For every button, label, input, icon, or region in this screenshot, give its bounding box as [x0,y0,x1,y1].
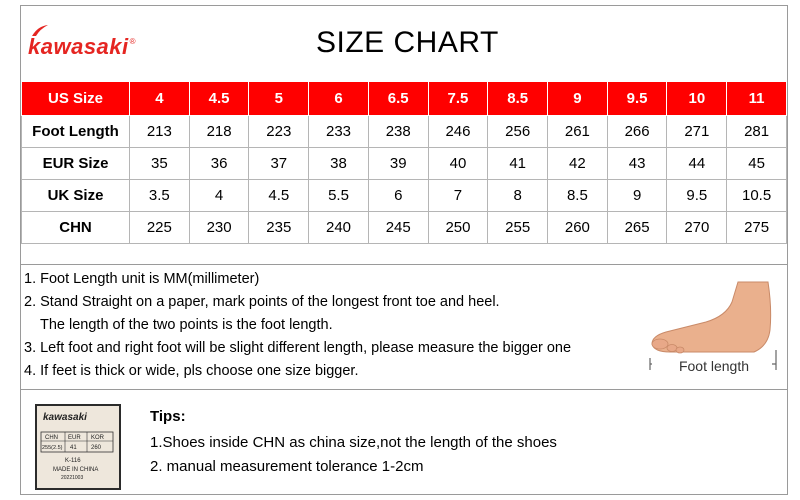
note-item: 3. Left foot and right foot will be slight different length, please measure the bigger one [24,340,572,356]
brand-name: kawasaki [28,34,129,59]
table-cell: 35 [130,148,190,180]
tip-line: 2. manual measurement tolerance 1-2cm [150,458,424,475]
table-cell: 42 [548,148,608,180]
label-value: 260 [91,445,102,451]
note-item [24,291,571,337]
table-cell: 238 [368,116,428,148]
label-value: 41 [70,445,77,451]
table-cell: 246 [428,116,488,148]
table-cell: 9 [548,82,608,116]
shoe-label-photo [35,404,121,490]
table-cell: 270 [667,212,727,244]
table-row [22,148,787,180]
table-cell: 230 [189,212,249,244]
table-cell: 8 [488,180,548,212]
table-cell: 265 [607,212,667,244]
row-label: Foot Length [22,116,130,148]
tips-title: Tips: [150,408,186,425]
table-cell: 4.5 [189,82,249,116]
label-header: EUR [68,435,81,441]
table-cell: 39 [368,148,428,180]
table-cell: 37 [249,148,309,180]
row-label: EUR Size [22,148,130,180]
table-cell: 4 [130,82,190,116]
shoe-label-image-icon [37,406,119,488]
table-cell: 6 [309,82,369,116]
table-cell: 213 [130,116,190,148]
table-cell: 4 [189,180,249,212]
brand-logo [28,30,136,64]
table-cell: 6.5 [368,82,428,116]
brand-registered-mark: ® [129,36,136,46]
table-cell: 4.5 [249,180,309,212]
table-cell: 235 [249,212,309,244]
label-header: CHN [45,435,58,441]
table-cell: 38 [309,148,369,180]
table-cell: 7.5 [428,82,488,116]
label-value: 255(2.5) [42,445,63,451]
table-cell: 3.5 [130,180,190,212]
row-label: CHN [22,212,130,244]
note-item: 4. If feet is thick or wide, pls choose one size bigger. [24,363,359,379]
row-label: US Size [22,82,130,116]
row-label: UK Size [22,180,130,212]
note-item-continuation: The length of the two points is the foot length. [40,317,333,333]
table-cell: 8.5 [548,180,608,212]
table-cell: 250 [428,212,488,244]
table-cell: 36 [189,148,249,180]
table-cell: 8.5 [488,82,548,116]
table-row [22,116,787,148]
label-brand: kawasaki [43,412,87,423]
label-header: KOR [91,435,105,441]
table-cell: 271 [667,116,727,148]
table-cell: 281 [727,116,787,148]
table-cell: 223 [249,116,309,148]
table-cell: 9.5 [607,82,667,116]
brand-swoosh-icon [30,24,50,38]
note-item-text: 2. Stand Straight on a paper, mark points of the longest front toe and heel. [24,294,500,310]
table-cell: 266 [607,116,667,148]
table-cell: 256 [488,116,548,148]
table-cell: 40 [428,148,488,180]
table-row [22,180,787,212]
tip-line: 1.Shoes inside CHN as china size,not the length of the shoes [150,434,557,451]
table-cell: 10.5 [727,180,787,212]
table-cell: 5 [249,82,309,116]
table-cell: 261 [548,116,608,148]
label-model: K-116 [65,458,81,464]
size-table [21,81,787,244]
table-row [22,212,787,244]
table-cell: 240 [309,212,369,244]
label-code: 20221003 [61,475,84,481]
table-cell: 245 [368,212,428,244]
page-title: SIZE CHART [316,26,499,59]
table-cell: 10 [667,82,727,116]
table-cell: 43 [607,148,667,180]
table-cell: 225 [130,212,190,244]
table-cell: 5.5 [309,180,369,212]
table-cell: 275 [727,212,787,244]
table-cell: 233 [309,116,369,148]
table-header-row [22,82,787,116]
table-cell: 7 [428,180,488,212]
note-item: 1. Foot Length unit is MM(millimeter) [24,271,260,287]
foot-length-caption: Foot length [678,358,750,374]
label-origin: MADE IN CHINA [53,467,99,473]
table-cell: 9.5 [667,180,727,212]
table-cell: 9 [607,180,667,212]
table-cell: 45 [727,148,787,180]
table-cell: 6 [368,180,428,212]
table-cell: 255 [488,212,548,244]
table-cell: 260 [548,212,608,244]
notes-list [24,268,571,383]
table-cell: 41 [488,148,548,180]
table-cell: 218 [189,116,249,148]
table-cell: 11 [727,82,787,116]
table-cell: 44 [667,148,727,180]
